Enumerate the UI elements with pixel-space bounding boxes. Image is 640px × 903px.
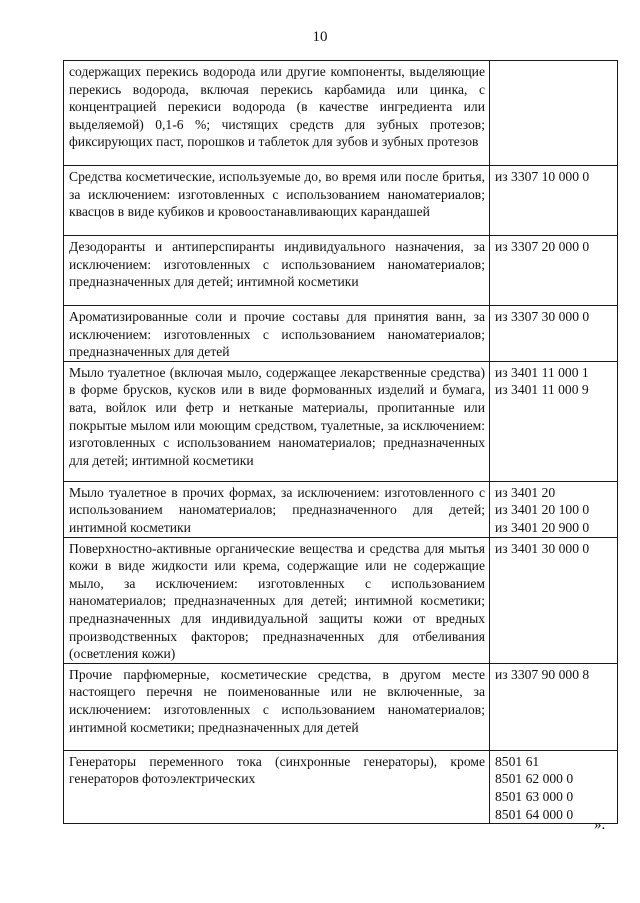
- table-row: [64, 537, 618, 663]
- code-item: из 3401 20: [495, 484, 556, 500]
- table-row: [64, 481, 618, 537]
- code-item: из 3401 30 000 0: [495, 540, 590, 556]
- table-row: [64, 61, 618, 166]
- code-item: из 3307 20 000 0: [495, 239, 590, 254]
- table-row: [64, 750, 618, 823]
- table-row: [64, 166, 618, 236]
- table-row: [64, 236, 618, 306]
- row-codes: [490, 236, 618, 306]
- code-item: 8501 61: [495, 753, 540, 769]
- code-item: из 3401 20 900 0: [495, 519, 590, 535]
- row-codes: [490, 481, 618, 537]
- row-codes: [490, 306, 618, 362]
- row-description: Поверхностно-активные органические вещества и средства для мытья кожи в виде жидкости или крема, содержащие или не содержащие мыло, за исключением: изготовленных с использованием наноматериалов; предназначенных для детей; интимной косметики; предназначенных для индивидуальной защиты кожи от вредных производственных факторов; предназначенных для отбеливания (осветления кожи): [64, 537, 490, 663]
- row-description: Генераторы переменного тока (синхронные генераторы), кроме генераторов фотоэлектрических: [64, 750, 490, 823]
- goods-table: [63, 60, 618, 824]
- code-item: из 3307 10 000 0: [495, 169, 590, 184]
- table-row: [64, 663, 618, 750]
- page-number: 10: [312, 29, 328, 45]
- row-description: Мыло туалетное в прочих формах, за исключением: изготовленного с использованием наноматериалов; предназначенного для детей; интимной косметики: [64, 481, 490, 537]
- row-description: Прочие парфюмерные, косметические средства, в другом месте настоящего перечня не поименованные или не включенные, за исключением: изготовленных с использованием наноматериалов; интимной косметики; предназначенных для детей: [64, 663, 490, 750]
- row-codes: [490, 61, 618, 166]
- code-item: из 3307 30 000 0: [495, 309, 590, 324]
- row-description: Ароматизированные соли и прочие составы для принятия ванн, за исключением: изготовленных с использованием наноматериалов; предназначенных для детей: [64, 306, 490, 362]
- code-item: из 3401 20 100 0: [495, 502, 590, 518]
- closing-quote-mark: ».: [594, 817, 606, 833]
- row-codes: [490, 537, 618, 663]
- row-codes: [490, 361, 618, 481]
- code-item: 8501 62 000 0: [495, 771, 574, 787]
- row-description: содержащих перекись водорода или другие компоненты, выделяющие перекись водорода, включая перекись карбамида или цинка, с концентрацией перекиси водорода (в качестве ингредиента или выделяемой) 0,1-6 %; чистящих средств для зубных протезов; фиксирующих паст, порошков и таблеток для зубов и зубных протезов: [64, 61, 490, 166]
- row-description: Мыло туалетное (включая мыло, содержащее лекарственные средства) в форме брусков, кусков или в виде формованных изделий и бумага, вата, войлок или фетр и нетканые материалы, пропитанные или покрытые мылом или моющим средством, туалетные, за исключением: изготовленных с использованием наноматериалов; предназначенных для детей; интимной косметики: [64, 361, 490, 481]
- code-item: из 3307 90 000 8: [495, 666, 590, 682]
- code-item: 8501 64 000 0: [495, 806, 574, 822]
- row-codes: [490, 166, 618, 236]
- row-codes: [490, 663, 618, 750]
- table-row: [64, 306, 618, 362]
- code-item: 8501 63 000 0: [495, 788, 574, 804]
- code-item: из 3401 11 000 9: [495, 382, 589, 398]
- row-description: Дезодоранты и антиперспиранты индивидуального назначения, за исключением: изготовленных с использованием наноматериалов; предназначенных для детей; интимной косметики: [64, 236, 490, 306]
- table-row: [64, 361, 618, 481]
- row-description: Средства косметические, используемые до, во время или после бритья, за исключением: изготовленных с использованием наноматериалов; квасцов в виде кубиков и кровоостанавливающих карандашей: [64, 166, 490, 236]
- row-codes: [490, 750, 618, 823]
- code-item: из 3401 11 000 1: [495, 364, 589, 380]
